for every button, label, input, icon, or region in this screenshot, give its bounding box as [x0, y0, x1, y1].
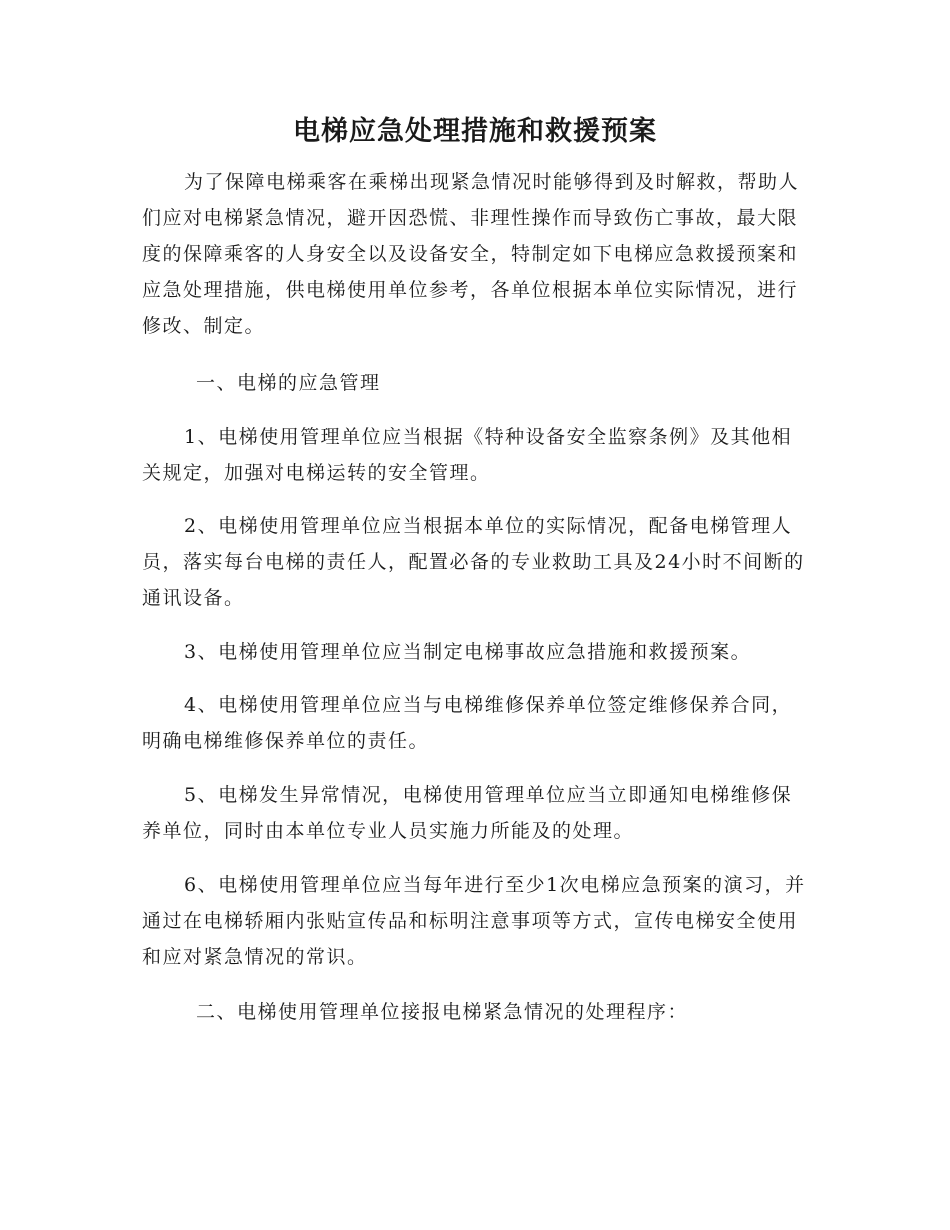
list-item: 6、电梯使用管理单位应当每年进行至少1次电梯应急预案的演习，并通过在电梯轿厢内张贴宣传品和标明注意事项等方式，宣传电梯安全使用和应对紧急情况的常识。: [142, 874, 806, 968]
section-heading-emergency-management: 一、电梯的应急管理: [196, 372, 381, 394]
list-item: 2、电梯使用管理单位应当根据本单位的实际情况，配备电梯管理人员，落实每台电梯的责任人，配置必备的专业救助工具及24小时不间断的通讯设备。: [142, 515, 805, 609]
list-item: 3、电梯使用管理单位应当制定电梯事故应急措施和救援预案。: [184, 641, 752, 663]
list-item: 5、电梯发生异常情况，电梯使用管理单位应当立即通知电梯维修保养单位，同时由本单位专业人员实施力所能及的处理。: [142, 784, 793, 842]
intro-paragraph: 为了保障电梯乘客在乘梯出现紧急情况时能够得到及时解救，帮助人们应对电梯紧急情况，避开因恐慌、非理性操作而导致伤亡事故，最大限度的保障乘客的人身安全以及设备安全，特制定如下电梯应急救援预案和应急处理措施，供电梯使用单位参考，各单位根据本单位实际情况，进行修改、制定。: [142, 171, 800, 337]
list-item: 1、电梯使用管理单位应当根据《特种设备安全监察条例》及其他相关规定，加强对电梯运转的安全管理。: [142, 426, 793, 484]
document-title: 电梯应急处理措施和救援预案: [293, 116, 657, 147]
list-item: 4、电梯使用管理单位应当与电梯维修保养单位签定维修保养合同，明确电梯维修保养单位的责任。: [142, 694, 793, 752]
section-heading-handling-procedure: 二、电梯使用管理单位接报电梯紧急情况的处理程序：: [196, 1001, 689, 1023]
